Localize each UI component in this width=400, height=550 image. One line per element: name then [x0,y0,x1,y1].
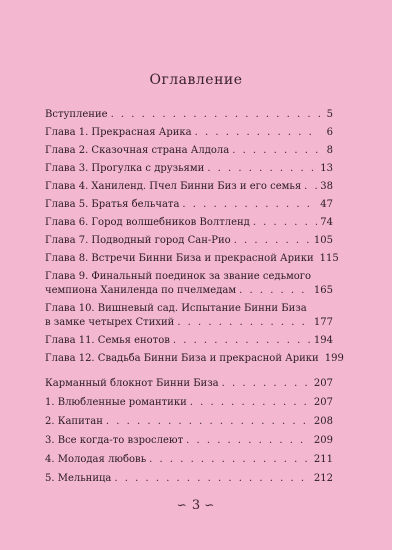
toc-entry-page: 5 [326,109,333,120]
toc-entry-label: Глава 8. Встречи Бинни Биза и прекрасной Арики [45,253,314,264]
toc-entry [45,108,333,122]
toc-main-list [45,108,344,370]
toc-entry-page: 194 [313,335,333,346]
page-edge [392,0,400,550]
toc-entry [45,453,333,467]
toc-entry [45,180,333,194]
leader-dots [149,453,311,467]
toc-entry-page: 38 [320,181,333,192]
toc-entry-page: 47 [320,199,333,210]
toc-entry [45,434,333,448]
toc-entry [45,126,333,140]
toc-entry [45,334,333,348]
leader-dots [232,144,320,158]
toc-entry-label: Глава 10. Вишневый сад. Испытание Бинни Биза [45,303,307,314]
toc-entry [45,234,333,248]
leader-dots [190,396,311,410]
toc-entry-page: 165 [313,285,333,296]
toc-entry-label-continued: в замке четырех Стихий [45,317,175,328]
toc-entry-label: Карманный блокнот Бинни Биза [45,378,219,389]
toc-entry [45,144,333,158]
leader-dots [234,234,311,248]
toc-entry-label: Глава 6. Город волшебников Волтленд [45,217,250,228]
toc-entry-page: 207 [313,397,333,408]
toc-entry-page: 207 [313,378,333,389]
toc-entry-label: 5. Мельница [45,473,112,484]
toc-entry [45,472,333,486]
toc-entry-label: Глава 1. Прекрасная Арика [45,127,192,138]
toc-entry-label: 4. Молодая любовь [45,454,147,465]
toc-notebook-list [45,377,333,491]
toc-title: Оглавление [149,72,243,88]
toc-entry [45,415,333,429]
toc-entry-page: 212 [313,473,333,484]
toc-entry-label: 1. Влюбленные романтики [45,397,187,408]
leader-dots [253,216,317,230]
leader-dots [207,162,317,176]
toc-entry-label: Вступление [45,109,108,120]
leader-dots [106,415,311,429]
toc-entry [45,162,333,176]
toc-entry [45,216,333,230]
toc-entry-label: Глава 11. Семья енотов [45,335,170,346]
ornament-right-icon: ∽ [204,498,216,512]
toc-entry-label: Глава 7. Подводный город Сан-Рио [45,235,231,246]
toc-entry [45,377,333,391]
toc-entry-label: Глава 9. Финальный поединок за звание седьмого [45,271,312,282]
page-number: 3 [191,498,201,513]
toc-entry-label: Глава 2. Сказочная страна Алдола [45,145,230,156]
toc-entry-page: 211 [313,454,333,465]
leader-dots [186,434,311,448]
toc-entry [45,198,333,212]
leader-dots [222,377,311,391]
toc-entry [45,396,333,410]
ornament-left-icon: ∽ [176,498,188,512]
toc-entry-page: 13 [320,163,333,174]
toc-entry-page: 74 [320,217,333,228]
leader-dots [114,472,311,486]
toc-entry-label: Глава 12. Свадьба Бинни Биза и прекрасной Арики [45,353,319,364]
leader-dots [195,126,320,140]
leader-dots [304,180,317,194]
toc-entry-page: 8 [326,145,333,156]
leader-dots [111,108,320,122]
leader-dots [177,316,311,330]
toc-entry [45,252,339,266]
leader-dots [173,334,311,348]
toc-entry-page: 209 [313,435,333,446]
leader-dots [239,284,311,298]
toc-entry-page: 115 [319,253,339,264]
toc-entry-label: Глава 5. Братья бельчата [45,199,180,210]
toc-entry-label: Глава 4. Ханиленд. Пчел Бинни Биз и его семья [45,181,302,192]
toc-entry [45,302,333,330]
toc-entry-label: 3. Все когда-то взрослеют [45,435,184,446]
leader-dots [182,198,317,212]
toc-entry-page: 177 [313,317,333,328]
toc-entry-label: Глава 3. Прогулка с друзьями [45,163,205,174]
page-footer [0,498,392,513]
toc-entry-page: 199 [324,353,344,364]
toc-entry-label-continued: чемпиона Ханиленда по пчелмедам [45,285,237,296]
toc-entry-page: 105 [313,235,333,246]
toc-entry-page: 6 [326,127,333,138]
toc-entry [45,352,344,366]
toc-entry [45,270,333,298]
toc-entry-label: 2. Капитан [45,416,103,427]
toc-entry-page: 208 [313,416,333,427]
